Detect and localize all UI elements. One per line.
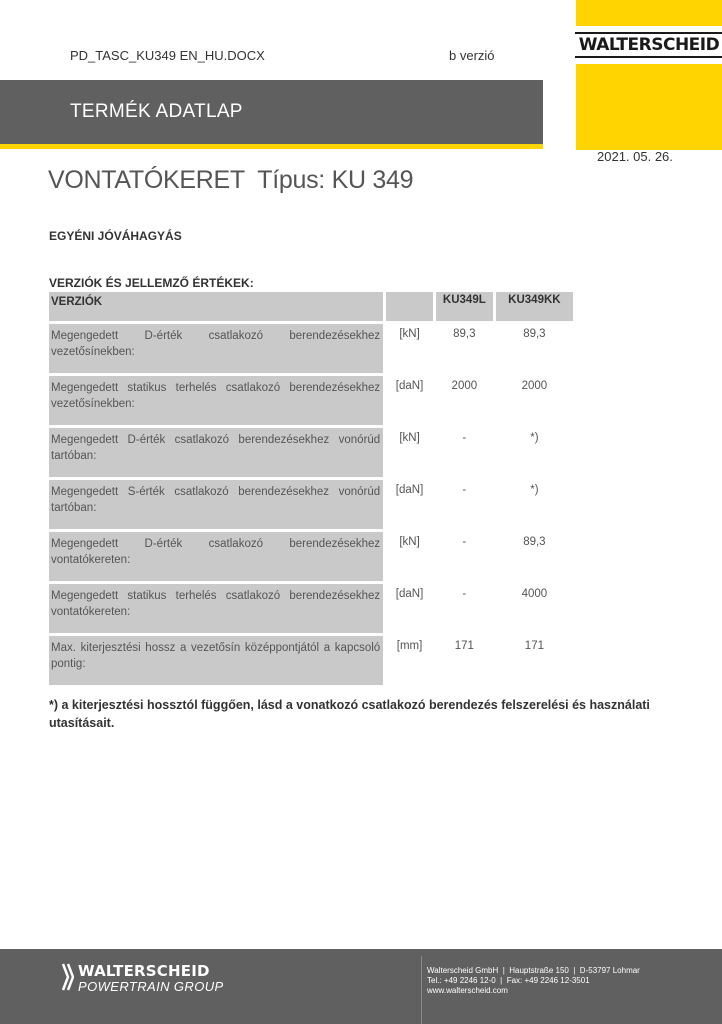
- row-unit: [mm]: [386, 636, 433, 685]
- footnote: *) a kiterjesztési hossztól függően, lásd a vonatkozó csatlakozó berendezés felszerelési és használati utasításait.: [49, 698, 650, 730]
- row-value-ku349kk: 4000: [496, 584, 573, 633]
- document-version: b verzió: [449, 48, 495, 63]
- footer-address: Walterscheid GmbH | Hauptstraße 150 | D-53797 Lohmar: [427, 966, 640, 975]
- logo-text: WALTERSCHEID: [575, 32, 722, 58]
- footer-group: POWERTRAIN GROUP: [78, 979, 224, 994]
- row-value-ku349l: 2000: [436, 376, 493, 425]
- table-row: [49, 532, 573, 581]
- footer-phone: Tel.: +49 2246 12-0 | Fax: +49 2246 12-3501: [427, 976, 590, 985]
- table-row: [49, 324, 573, 373]
- band-title: TERMÉK ADATLAP: [70, 101, 243, 122]
- row-label: Max. kiterjesztési hossz a vezetősín középpontjától a kapcsoló pontig:: [49, 636, 383, 685]
- row-label: Megengedett S-érték csatlakozó berendezésekhez vonórúd tartóban:: [49, 480, 383, 529]
- table-row: [49, 584, 573, 633]
- row-value-ku349kk: *): [496, 428, 573, 477]
- document-filename: PD_TASC_KU349 EN_HU.DOCX: [70, 48, 265, 63]
- document-date: 2021. 05. 26.: [597, 149, 673, 164]
- spec-table: [46, 289, 576, 688]
- section-label: VERZIÓK ÉS JELLEMZŐ ÉRTÉKEK:: [49, 276, 254, 290]
- table-header-row: [49, 292, 573, 321]
- row-value-ku349kk: *): [496, 480, 573, 529]
- row-value-ku349l: 89,3: [436, 324, 493, 373]
- row-value-ku349kk: 89,3: [496, 532, 573, 581]
- approval-label: EGYÉNI JÓVÁHAGYÁS: [49, 229, 182, 243]
- row-label: Megengedett D-érték csatlakozó berendezésekhez vezetősínekben:: [49, 324, 383, 373]
- walterscheid-logo: [576, 26, 722, 64]
- row-unit: [kN]: [386, 532, 433, 581]
- row-label: Megengedett D-érték csatlakozó berendezésekhez vontatókereten:: [49, 532, 383, 581]
- header-cell-ku349l: KU349L: [436, 292, 493, 321]
- row-value-ku349kk: 2000: [496, 376, 573, 425]
- footer-contact: [427, 966, 640, 996]
- row-unit: [kN]: [386, 428, 433, 477]
- row-value-ku349kk: 89,3: [496, 324, 573, 373]
- row-label: Megengedett statikus terhelés csatlakozó berendezésekhez vontatókereten:: [49, 584, 383, 633]
- row-value-ku349l: 171: [436, 636, 493, 685]
- table-row: [49, 636, 573, 685]
- table-row: [49, 376, 573, 425]
- row-unit: [kN]: [386, 324, 433, 373]
- row-value-ku349l: -: [436, 584, 493, 633]
- row-label: Megengedett statikus terhelés csatlakozó berendezésekhez vezetősínekben:: [49, 376, 383, 425]
- page-title: VONTATÓKERET Típus: KU 349: [48, 166, 414, 194]
- footer-website: www.walterscheid.com: [427, 986, 508, 995]
- footer-divider: [421, 956, 422, 1024]
- walterscheid-emblem-icon: [60, 962, 74, 992]
- row-unit: [daN]: [386, 376, 433, 425]
- header-cell-ku349kk: KU349KK: [496, 292, 573, 321]
- row-value-ku349kk: 171: [496, 636, 573, 685]
- header-cell-versions: VERZIÓK: [49, 292, 383, 321]
- brand-yellow-block: [576, 0, 722, 150]
- table-row: [49, 428, 573, 477]
- row-unit: [daN]: [386, 480, 433, 529]
- row-value-ku349l: -: [436, 532, 493, 581]
- row-label: Megengedett D-érték csatlakozó berendezésekhez vonórúd tartóban:: [49, 428, 383, 477]
- title-band-stripe: [0, 144, 543, 149]
- footer-brand: WALTERSCHEID: [78, 962, 210, 980]
- row-unit: [daN]: [386, 584, 433, 633]
- table-row: [49, 480, 573, 529]
- header-cell-unit: [386, 292, 433, 321]
- row-value-ku349l: -: [436, 480, 493, 529]
- row-value-ku349l: -: [436, 428, 493, 477]
